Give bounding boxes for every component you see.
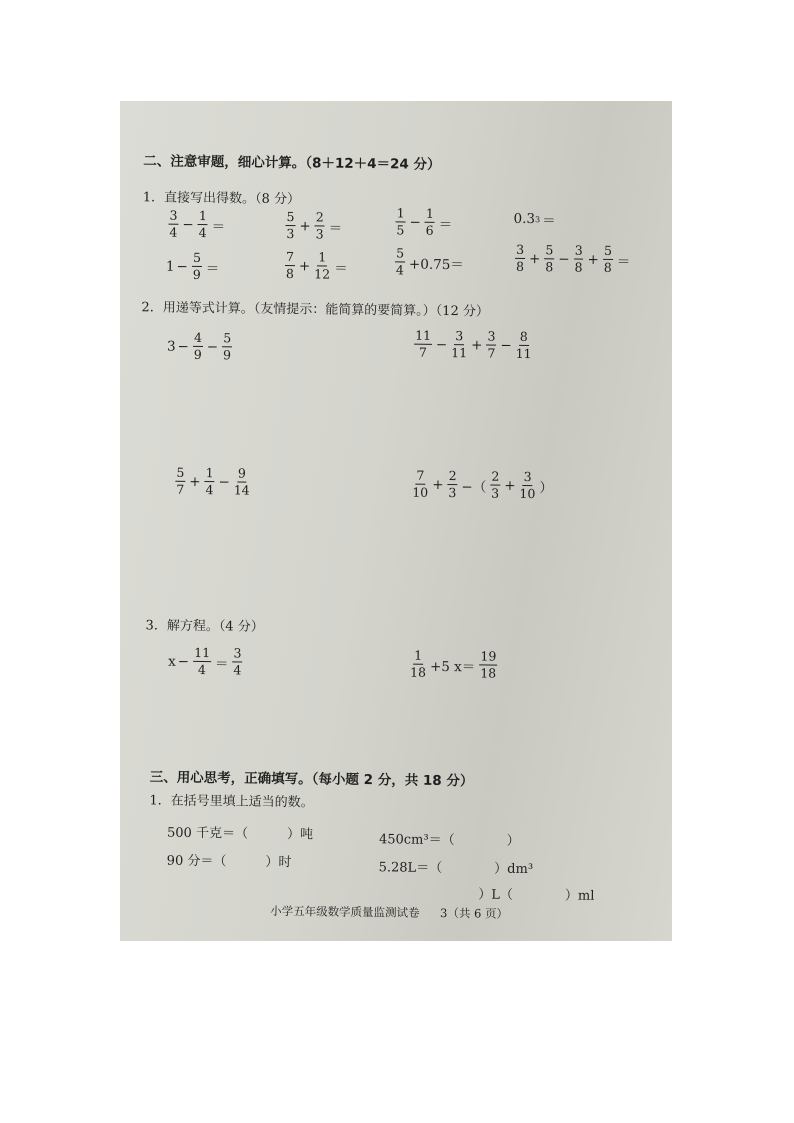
fraction bbox=[573, 242, 583, 275]
numerator: 1 bbox=[198, 207, 207, 224]
numerator: 3 bbox=[455, 328, 464, 344]
numerator: 3 bbox=[169, 207, 178, 223]
denominator: 9 bbox=[193, 346, 202, 362]
fraction bbox=[314, 251, 330, 280]
operator: + bbox=[528, 250, 541, 267]
numerator: 2 bbox=[448, 468, 457, 484]
operator: + bbox=[471, 336, 483, 353]
section-3-q1-title: 1．在括号里填上适当的数。 bbox=[149, 793, 314, 811]
q2-title: 2．用递等式计算。（友情提示：能简算的要简算。）（12 分） bbox=[141, 300, 489, 320]
numerator: 7 bbox=[286, 249, 295, 265]
numerator: 3 bbox=[523, 468, 532, 485]
operator: ＝ bbox=[542, 213, 556, 230]
q2-expr-3 bbox=[173, 464, 252, 498]
term: 0.3 bbox=[513, 210, 536, 228]
fraction bbox=[315, 211, 325, 240]
q1-expr-6 bbox=[283, 251, 350, 281]
operator: ） bbox=[539, 479, 554, 496]
fraction bbox=[222, 332, 232, 361]
operator: − bbox=[218, 473, 230, 490]
operator: − bbox=[177, 653, 190, 670]
q1-expr-4 bbox=[513, 209, 557, 230]
operator: ＝ bbox=[438, 216, 453, 233]
operator: − bbox=[176, 258, 188, 275]
denominator: 3 bbox=[286, 225, 295, 241]
operator: + bbox=[298, 257, 311, 274]
numerator: 11 bbox=[194, 644, 211, 661]
q1-expr-1 bbox=[166, 207, 227, 240]
denominator: 8 bbox=[603, 259, 612, 275]
q1-expr-5 bbox=[165, 249, 222, 282]
operator: +0.75＝ bbox=[408, 256, 464, 273]
section-2-title: 二、注意审题，细心计算。（8＋12＋4＝24 分） bbox=[143, 153, 441, 173]
operator: + bbox=[504, 477, 516, 494]
fraction bbox=[204, 467, 214, 496]
numerator: 7 bbox=[416, 467, 425, 483]
fraction bbox=[175, 464, 185, 497]
operator: − bbox=[206, 338, 219, 355]
fraction bbox=[519, 468, 536, 501]
fraction bbox=[490, 468, 500, 501]
term: 1 bbox=[165, 258, 175, 275]
fill-volume-litre-ml: ）L（ ）ml bbox=[478, 887, 595, 904]
denominator: 9 bbox=[192, 266, 201, 282]
numerator: 3 bbox=[516, 241, 525, 257]
numerator: 1 bbox=[318, 249, 327, 265]
operator: + bbox=[587, 251, 599, 268]
fraction bbox=[451, 330, 467, 359]
denominator: 7 bbox=[176, 481, 185, 497]
fill-mass: 500 千克＝（ ）吨 bbox=[166, 825, 314, 843]
operator: − bbox=[177, 338, 190, 355]
denominator: 7 bbox=[487, 345, 496, 361]
denominator: 3 bbox=[491, 485, 500, 501]
fraction bbox=[285, 251, 295, 280]
denominator: 14 bbox=[233, 481, 250, 498]
numerator: 5 bbox=[286, 209, 295, 225]
denominator: 3 bbox=[315, 225, 324, 241]
operator: + bbox=[432, 476, 444, 493]
fraction bbox=[168, 207, 178, 240]
operator: +5 x＝ bbox=[429, 658, 476, 675]
fraction bbox=[395, 247, 405, 276]
operator: ＝ bbox=[214, 655, 229, 672]
numerator: 9 bbox=[237, 465, 247, 481]
numerator: 1 bbox=[425, 205, 434, 221]
denominator: 4 bbox=[198, 224, 207, 240]
fraction bbox=[447, 470, 457, 499]
denominator: 10 bbox=[412, 484, 429, 500]
denominator: 9 bbox=[222, 346, 232, 362]
q1-expr-3 bbox=[393, 207, 454, 237]
exam-photo bbox=[120, 101, 672, 941]
fraction bbox=[412, 467, 429, 500]
section-3-title: 三、用心思考，正确填写。（每小题 2 分，共 18 分） bbox=[149, 769, 474, 790]
fraction bbox=[603, 242, 613, 275]
numerator: 19 bbox=[480, 648, 497, 664]
fraction bbox=[198, 207, 208, 240]
operator: + bbox=[189, 473, 201, 490]
numerator: 2 bbox=[491, 468, 500, 484]
numerator: 5 bbox=[223, 330, 232, 346]
exponent: 3 bbox=[535, 214, 541, 224]
fraction bbox=[285, 211, 295, 240]
numerator: 5 bbox=[192, 249, 202, 266]
denominator: 8 bbox=[515, 258, 525, 274]
denominator: 4 bbox=[205, 481, 214, 497]
fill-volume-cm3: 450cm³＝（ ） bbox=[378, 832, 520, 849]
fraction bbox=[232, 647, 242, 676]
denominator: 8 bbox=[574, 259, 583, 275]
q3-equation-2 bbox=[408, 647, 499, 681]
fill-volume-litre: 5.28L＝（ ）dm³ bbox=[378, 860, 534, 878]
denominator: 4 bbox=[169, 224, 178, 240]
operator: + bbox=[299, 217, 311, 234]
q3-title: 3．解方程。（4 分） bbox=[145, 618, 264, 635]
footer-title: 小学五年级数学质量监测试卷 bbox=[270, 903, 420, 920]
denominator: 5 bbox=[396, 221, 405, 237]
numerator: 11 bbox=[415, 327, 432, 343]
operator: ＝ bbox=[334, 260, 348, 277]
fraction bbox=[193, 644, 211, 677]
q2-expr-4 bbox=[410, 467, 555, 501]
footer-page: 3（共 6 页） bbox=[440, 905, 509, 921]
numerator: 1 bbox=[396, 205, 405, 221]
operator: − bbox=[409, 214, 421, 231]
fraction bbox=[409, 647, 427, 680]
numerator: 5 bbox=[545, 242, 554, 258]
denominator: 8 bbox=[285, 265, 294, 281]
operator: ＝ bbox=[205, 260, 220, 277]
q2-expr-1 bbox=[166, 329, 234, 362]
fraction bbox=[414, 327, 432, 360]
numerator: 5 bbox=[176, 464, 185, 480]
numerator: 2 bbox=[315, 209, 324, 225]
operator: ＝ bbox=[211, 218, 226, 235]
fraction bbox=[515, 241, 525, 274]
q2-expr-2 bbox=[412, 327, 534, 361]
q1-expr-7 bbox=[393, 247, 466, 277]
q3-equation-1 bbox=[168, 644, 245, 678]
fraction bbox=[486, 330, 496, 359]
operator: −（ bbox=[461, 478, 487, 496]
fraction bbox=[192, 249, 202, 282]
numerator: 3 bbox=[487, 328, 496, 344]
numerator: 8 bbox=[519, 328, 528, 344]
denominator: 11 bbox=[451, 344, 468, 360]
denominator: 4 bbox=[233, 661, 242, 678]
fraction bbox=[425, 205, 435, 238]
q1-title: 1．直接写出得数。（8 分） bbox=[142, 190, 301, 208]
numerator: 1 bbox=[414, 647, 423, 663]
operator: − bbox=[435, 336, 448, 353]
denominator: 8 bbox=[545, 258, 554, 274]
denominator: 18 bbox=[409, 664, 427, 680]
denominator: 12 bbox=[314, 265, 331, 282]
operator: ＝ bbox=[328, 220, 343, 237]
operator: − bbox=[558, 250, 570, 268]
numerator: 1 bbox=[205, 465, 214, 481]
fraction bbox=[479, 650, 497, 679]
denominator: 10 bbox=[519, 485, 536, 501]
denominator: 4 bbox=[395, 261, 405, 277]
numerator: 3 bbox=[233, 645, 242, 661]
operator: ＝ bbox=[616, 253, 631, 270]
fill-time: 90 分＝（ ）时 bbox=[166, 853, 292, 871]
denominator: 6 bbox=[425, 222, 434, 238]
term: x bbox=[168, 653, 176, 670]
denominator: 11 bbox=[515, 345, 532, 361]
q1-expr-2 bbox=[283, 211, 344, 241]
fraction bbox=[193, 329, 203, 362]
q1-expr-8 bbox=[513, 241, 633, 275]
operator: − bbox=[500, 337, 512, 354]
denominator: 3 bbox=[448, 484, 457, 500]
denominator: 4 bbox=[197, 661, 207, 677]
numerator: 5 bbox=[396, 245, 405, 261]
denominator: 18 bbox=[480, 664, 497, 681]
numerator: 4 bbox=[193, 329, 203, 346]
operator: − bbox=[182, 216, 194, 233]
term: 3 bbox=[166, 338, 176, 355]
fraction bbox=[234, 467, 250, 496]
fraction bbox=[544, 244, 554, 273]
fraction bbox=[395, 207, 405, 236]
fraction bbox=[515, 328, 532, 361]
numerator: 5 bbox=[603, 242, 613, 259]
numerator: 3 bbox=[574, 242, 583, 258]
denominator: 7 bbox=[418, 344, 427, 360]
exam-sheet bbox=[120, 101, 672, 941]
